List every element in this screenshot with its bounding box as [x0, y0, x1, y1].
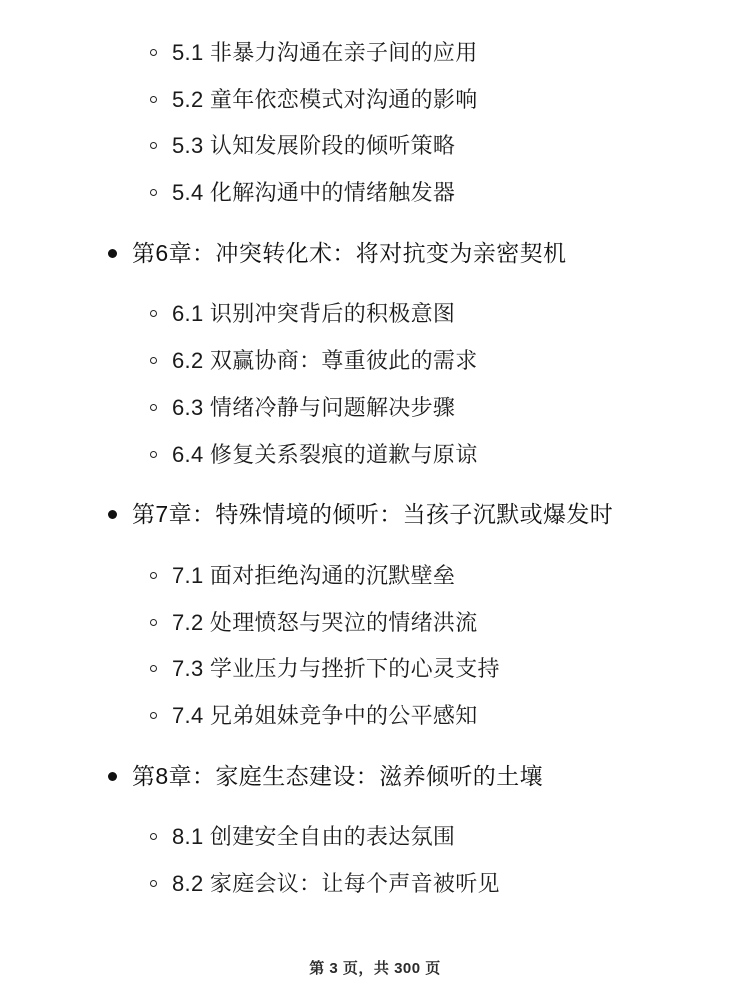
- toc-entry-7-3[interactable]: [60, 654, 690, 684]
- toc-entry-label: 5.1 非暴力沟通在亲子间的应用: [172, 40, 478, 65]
- hollow-bullet-icon: [150, 880, 157, 887]
- hollow-bullet-icon: [150, 712, 157, 719]
- toc-entry-5-3[interactable]: [60, 131, 690, 161]
- hollow-bullet-icon: [150, 142, 157, 149]
- toc-entry-8-1[interactable]: [60, 822, 690, 852]
- hollow-bullet-icon: [150, 572, 157, 579]
- toc-entry-label: 6.4 修复关系裂痕的道歉与原谅: [172, 441, 478, 467]
- toc-entry-5-4[interactable]: [60, 178, 690, 208]
- toc-entry-8-2[interactable]: [60, 869, 690, 899]
- toc-entry-label: 第7章：特殊情境的倾听：当孩子沉默或爆发时: [132, 501, 614, 528]
- filled-bullet-icon: [108, 249, 117, 258]
- toc-entry-label: 6.3 情绪冷静与问题解决步骤: [172, 394, 456, 420]
- hollow-bullet-icon: [150, 451, 157, 458]
- toc-entry-6-2[interactable]: [60, 346, 690, 376]
- toc-entry-label: 8.2 家庭会议：让每个声音被听见: [172, 871, 500, 897]
- toc-entry-label: 第6章：冲突转化术：将对抗变为亲密契机: [132, 239, 567, 266]
- hollow-bullet-icon: [150, 357, 157, 364]
- toc-entry-label: 7.2 处理愤怒与哭泣的情绪洪流: [172, 609, 478, 635]
- hollow-bullet-icon: [150, 833, 157, 840]
- toc-entry-6-3[interactable]: [60, 393, 690, 423]
- toc-entry-chapter-6[interactable]: [60, 238, 690, 270]
- toc-entry-label: 6.2 双赢协商：尊重彼此的需求: [172, 348, 478, 374]
- hollow-bullet-icon: [150, 189, 157, 196]
- page-footer: 第 3 页，共 300 页: [309, 960, 441, 977]
- hollow-bullet-icon: [150, 665, 157, 672]
- toc-entry-chapter-8[interactable]: [60, 761, 690, 793]
- toc-entry-7-4[interactable]: [60, 701, 690, 731]
- hollow-bullet-icon: [150, 49, 157, 56]
- toc-entry-5-1[interactable]: [60, 38, 690, 68]
- toc-entry-chapter-7[interactable]: [60, 499, 690, 531]
- toc-entry-7-2[interactable]: [60, 608, 690, 638]
- toc-entry-label: 8.1 创建安全自由的表达氛围: [172, 824, 456, 850]
- toc-entry-6-1[interactable]: [60, 299, 690, 329]
- hollow-bullet-icon: [150, 619, 157, 626]
- toc-entry-label: 5.2 童年依恋模式对沟通的影响: [172, 86, 478, 112]
- table-of-contents-list: [60, 38, 690, 899]
- hollow-bullet-icon: [150, 96, 157, 103]
- hollow-bullet-icon: [150, 310, 157, 317]
- toc-entry-label: 5.4 化解沟通中的情绪触发器: [172, 180, 456, 206]
- toc-entry-label: 5.3 认知发展阶段的倾听策略: [172, 133, 456, 159]
- toc-entry-label: 第8章：家庭生态建设：滋养倾听的土壤: [132, 762, 543, 789]
- toc-entry-7-1[interactable]: [60, 561, 690, 591]
- toc-entry-label: 7.4 兄弟姐妹竞争中的公平感知: [172, 703, 478, 729]
- toc-entry-label: 7.3 学业压力与挫折下的心灵支持: [172, 656, 500, 682]
- filled-bullet-icon: [108, 772, 117, 781]
- hollow-bullet-icon: [150, 404, 157, 411]
- toc-entry-label: 6.1 识别冲突背后的积极意图: [172, 301, 456, 327]
- toc-entry-label: 7.1 面对拒绝沟通的沉默壁垒: [172, 562, 456, 588]
- toc-entry-6-4[interactable]: [60, 440, 690, 470]
- toc-entry-5-2[interactable]: [60, 85, 690, 115]
- filled-bullet-icon: [108, 510, 117, 519]
